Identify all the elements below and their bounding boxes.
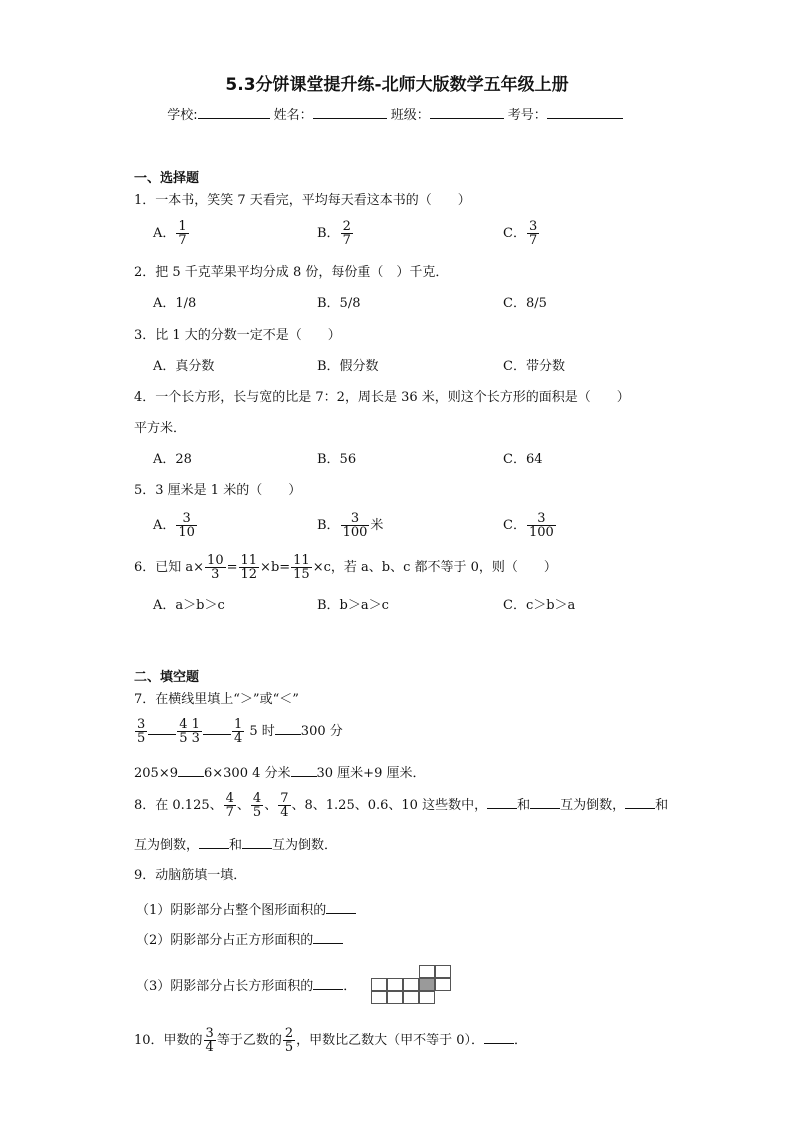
answer-blank[interactable] [326, 901, 356, 914]
grid-cell [403, 991, 419, 1004]
exam-number-blank[interactable] [547, 106, 623, 119]
q5-option-b[interactable]: B． $\frac{3}{100}$ 米 [317, 511, 384, 540]
grid-cell [403, 978, 419, 991]
answer-blank[interactable] [242, 836, 272, 849]
fraction: $\frac{2}{5}$ [284, 1026, 294, 1055]
name-blank[interactable] [313, 106, 387, 119]
grid-cell [435, 965, 451, 978]
q1-option-a[interactable]: A． $\frac{1}{7}$ [153, 219, 187, 248]
question-8: 8．在 0.125、 $\frac{4}{7}$ 、 $\frac{4}{5}$ 、 $\frac{7}{4}$ 、8、1.25、0.6、10 这些数中， 和 互为倒数， 和 [134, 791, 669, 820]
fraction: $\frac{4}{7}$ [225, 791, 234, 820]
answer-blank[interactable] [199, 836, 229, 849]
fraction: $\frac{3}{100}$ [528, 511, 554, 540]
fraction: $\frac{4}{5}$ [252, 791, 262, 820]
question-5: 5．3 厘米是 1 米的（ ） [134, 483, 302, 498]
question-7-line-2: 205×9 6×300 4 分米 30 厘米+9 厘米． [134, 766, 426, 781]
grid-cell [387, 978, 403, 991]
answer-blank[interactable] [484, 1031, 514, 1044]
fraction: $\frac{3}{100}$ [342, 511, 368, 540]
answer-blank[interactable] [275, 722, 301, 735]
page-title: 5.3分饼课堂提升练-北师大版数学五年级上册 [225, 75, 569, 95]
fraction: $\frac{1}{7}$ [178, 219, 187, 248]
question-8-line-2: 互为倒数， 和 互为倒数． [134, 838, 338, 853]
answer-blank[interactable] [530, 796, 560, 809]
q6-option-b[interactable]: B．b＞a＞c [317, 598, 389, 613]
q3-option-c[interactable]: C．带分数 [503, 359, 565, 374]
exam-number-label: 考号： [507, 108, 547, 123]
question-10: 10．甲数的 $\frac{3}{4}$ 等于乙数的 $\frac{2}{5}$ ，甲数比乙数大（甲不等于 0）． ． [134, 1026, 528, 1055]
fraction: $\frac{7}{4}$ [280, 791, 289, 820]
question-1: 1．一本书，笑笑 7 天看完，平均每天看这本书的（ ） [134, 193, 471, 208]
answer-blank[interactable] [625, 796, 655, 809]
question-3: 3．比 1 大的分数一定不是（ ） [134, 328, 341, 343]
school-label: 学校: [167, 108, 198, 123]
q2-option-b[interactable]: B．5/8 [317, 296, 361, 311]
q6-option-a[interactable]: A．a＞b＞c [153, 598, 225, 613]
student-info-line [0, 104, 794, 123]
fraction: $\frac{3}{7}$ [528, 219, 538, 248]
question-7: 7．在横线里填上“＞”或“＜” [134, 692, 299, 707]
grid-cell [435, 978, 451, 991]
grid-cell [419, 965, 435, 978]
grid-cell [419, 991, 435, 1004]
fraction: $\frac{11}{15}$ [293, 553, 310, 582]
answer-blank[interactable] [178, 764, 204, 777]
q1-option-b[interactable]: B． $\frac{2}{7}$ [317, 219, 351, 248]
fraction: $\frac{1}{4}$ [233, 717, 243, 746]
grid-cell [371, 978, 387, 991]
question-7-line-1: $\frac{3}{5}$ $\frac{4 1}{5 3}$ $\frac{1}{4}$ 5 时 300 分 [137, 717, 343, 746]
answer-blank[interactable] [291, 764, 317, 777]
answer-blank[interactable] [148, 722, 176, 735]
answer-blank[interactable] [313, 977, 343, 990]
q6-option-c[interactable]: C．c＞b＞a [503, 598, 576, 613]
grid-cell [387, 991, 403, 1004]
q5-option-a[interactable]: A． $\frac{3}{10}$ [153, 511, 195, 540]
q5-option-c[interactable]: C． $\frac{3}{100}$ [503, 511, 554, 540]
q2-option-c[interactable]: C．8/5 [503, 296, 547, 311]
answer-blank[interactable] [313, 931, 343, 944]
question-9: 9．动脑筋填一填． [134, 868, 247, 883]
question-6: 6．已知 a× $\frac{10}{3}$ = $\frac{11}{12}$ ×b= $\frac{11}{15}$ ×c，若 a、b、c 都不等于 0，则（ ） [134, 553, 557, 582]
question-4-continued: 平方米． [134, 421, 187, 436]
fraction: $\frac{10}{3}$ [207, 553, 224, 582]
fraction: $\frac{11}{12}$ [240, 553, 258, 582]
fraction: $\frac{3}{10}$ [178, 511, 195, 540]
answer-blank[interactable] [487, 796, 517, 809]
answer-blank[interactable] [203, 722, 231, 735]
question-9-part-3: （3）阴影部分占长方形面积的 ． [136, 979, 357, 994]
question-4: 4．一个长方形，长与宽的比是 7：2，周长是 36 米，则这个长方形的面积是（ ） [134, 390, 630, 405]
q1-option-c[interactable]: C． $\frac{3}{7}$ [503, 219, 538, 248]
q4-option-b[interactable]: B．56 [317, 452, 357, 467]
class-blank[interactable] [430, 106, 504, 119]
question-9-part-1: （1）阴影部分占整个图形面积的 [136, 901, 356, 920]
section-title-choice: 一、选择题 [134, 171, 200, 186]
q4-option-c[interactable]: C．64 [503, 452, 543, 467]
school-blank[interactable] [198, 106, 270, 119]
fraction: $\frac{3}{5}$ [137, 717, 146, 746]
fraction: $\frac{4 1}{5 3}$ [179, 717, 200, 746]
question-9-part-2: （2）阴影部分占正方形面积的 [136, 931, 343, 950]
section-title-fill-in: 二、填空题 [134, 670, 200, 685]
fraction: $\frac{3}{4}$ [205, 1026, 214, 1055]
grid-cell [371, 991, 387, 1004]
q2-option-a[interactable]: A．1/8 [153, 296, 197, 311]
fraction: $\frac{2}{7}$ [342, 219, 351, 248]
question-2: 2．把 5 千克苹果平均分成 8 份，每份重（ ）千克． [134, 265, 449, 280]
grid-cell-shaded [419, 978, 435, 991]
q3-option-a[interactable]: A．真分数 [153, 359, 215, 374]
q4-option-a[interactable]: A．28 [153, 452, 192, 467]
name-label: 姓名： [273, 108, 313, 123]
q3-option-b[interactable]: B．假分数 [317, 359, 379, 374]
class-label: 班级： [390, 108, 430, 123]
